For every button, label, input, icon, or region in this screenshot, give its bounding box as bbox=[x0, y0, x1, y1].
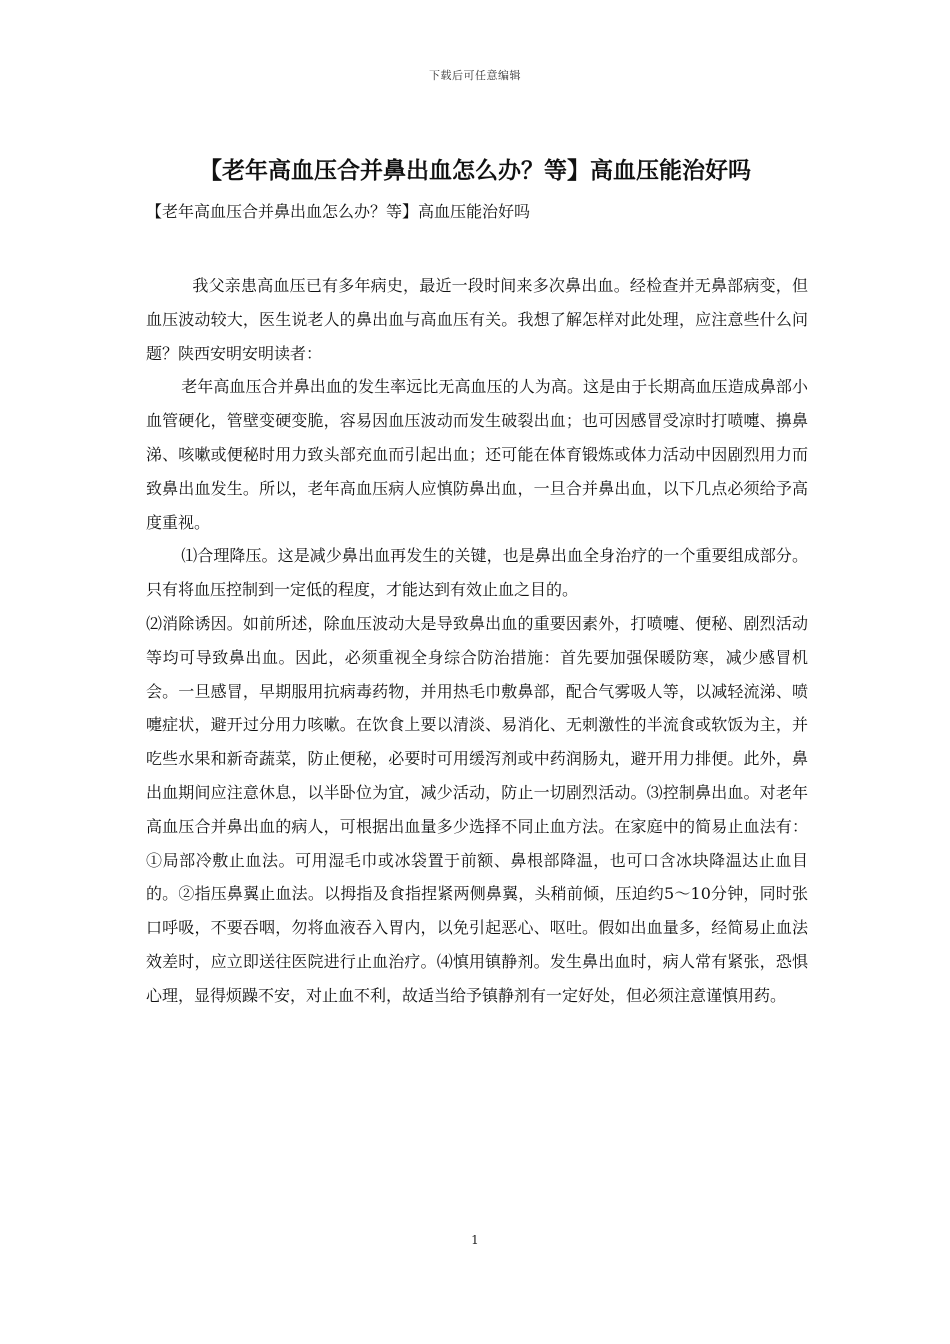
paragraph-question: 我父亲患高血压已有多年病史，最近一段时间来多次鼻出血。经检查并无鼻部病变，但血压波动较大，医生说老人的鼻出血与高血压有关。我想了解怎样对此处理，应注意些什么问题？陕西安明安明读者： bbox=[146, 276, 808, 363]
body-text bbox=[146, 269, 808, 1013]
paragraph-point-1: ⑴合理降压。这是减少鼻出血再发生的关键，也是鼻出血全身治疗的一个重要组成部分。只有将血压控制到一定低的程度，才能达到有效止血之目的。 bbox=[146, 546, 808, 600]
subtitle: 【老年高血压合并鼻出血怎么办？等】高血压能治好吗 bbox=[146, 202, 531, 221]
paragraph-point-2: ⑵消除诱因。如前所述，除血压波动大是导致鼻出血的重要因素外，打喷嚏、便秘、剧烈活动等均可导致鼻出血。因此，必须重视全身综合防治措施：首先要加强保暖防寒，减少感冒机会。一旦感冒，早期服用抗病毒药物，并用热毛巾敷鼻部，配合气雾吸人等，以减轻流涕、喷嚏症状，避开过分用力咳嗽。在饮食上要以清淡、易消化、无刺激性的半流食或软饭为主，并吃些水果和新奇蔬菜，防止便秘，必要时可用缓泻剂或中药润肠丸，避开用力排便。此外，鼻出血期间应注意休息，以半卧位为宜，减少活动，防止一切剧烈活动。⑶控制鼻出血。对老年高血压合并鼻出血的病人，可根据出血量多少选择不同止血方法。在家庭中的简易止血法有：①局部冷敷止血法。可用湿毛巾或冰袋置于前额、鼻根部降温，也可口含冰块降温达止血目的。②指压鼻翼止血法。以拇指及食指捏紧两侧鼻翼，头稍前倾，压迫约5～10分钟，同时张口呼吸，不要吞咽，勿将血液吞入胃内，以免引起恶心、呕吐。假如出血量多，经简易止血法效差时，应立即送往医院进行止血治疗。⑷慎用镇静剂。发生鼻出血时，病人常有紧张，恐惧心理，显得烦躁不安，对止血不利，故适当给予镇静剂有一定好处，但必须注意谨慎用药。 bbox=[146, 613, 808, 1005]
paragraph-answer-intro: 老年高血压合并鼻出血的发生率远比无高血压的人为高。这是由于长期高血压造成鼻部小血管硬化，管壁变硬变脆，容易因血压波动而发生破裂出血；也可因感冒受凉时打喷嚏、擤鼻涕、咳嗽或便秘时用力致头部充血而引起出血；还可能在体育锻炼或体力活动中因剧烈用力而致鼻出血发生。所以，老年高血压病人应慎防鼻出血，一旦合并鼻出血，以下几点必须给予高度重视。 bbox=[146, 377, 808, 532]
header-note: 下载后可任意编辑 bbox=[429, 69, 521, 82]
page-title: 【老年高血压合并鼻出血怎么办？等】高血压能治好吗 bbox=[199, 158, 751, 184]
page-number: 1 bbox=[471, 1233, 479, 1247]
